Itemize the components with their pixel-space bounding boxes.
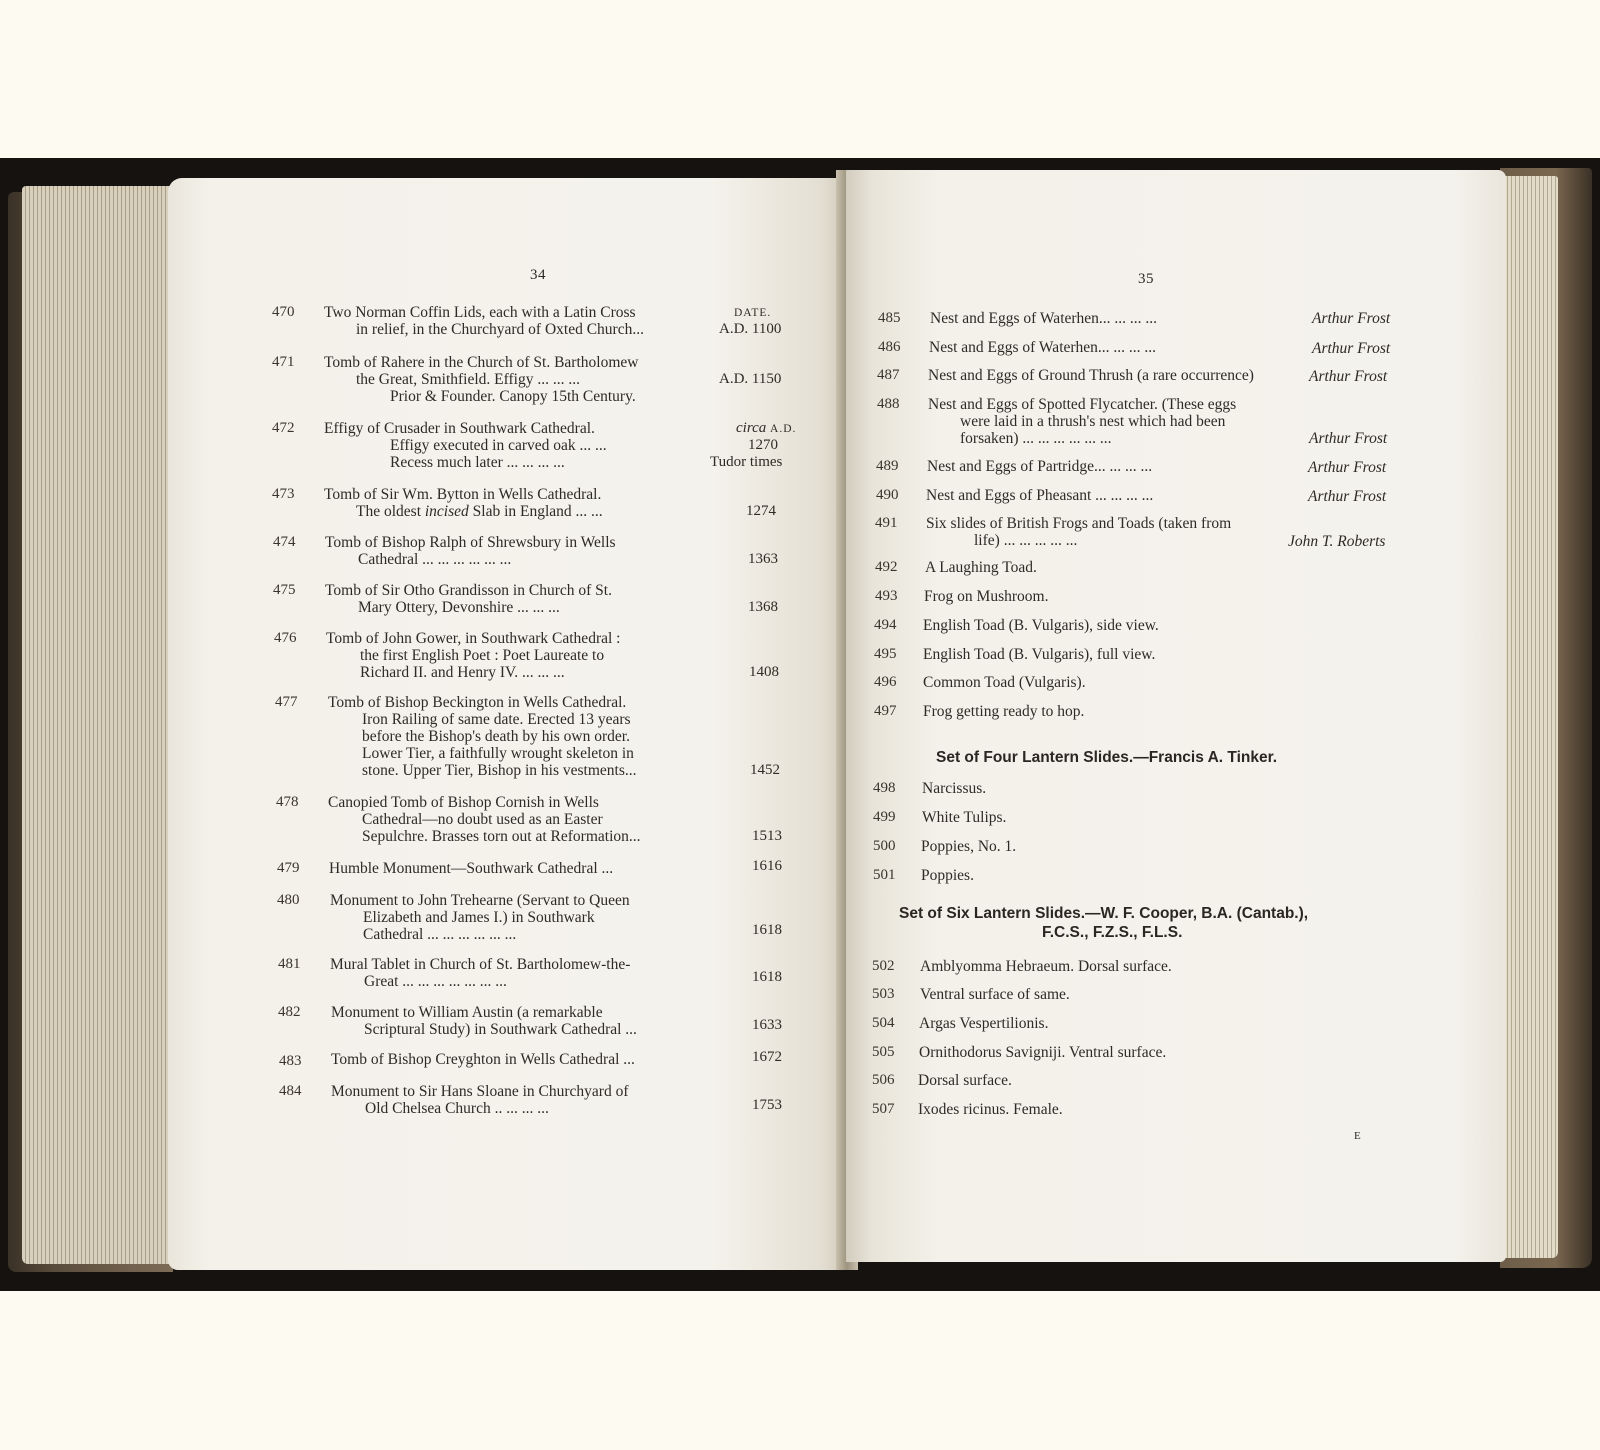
entry-text: Richard II. and Henry IV. ... ... ... [360, 664, 565, 681]
entry-number: 506 [872, 1072, 895, 1088]
entry-number: 488 [877, 396, 900, 412]
entry-number: 507 [872, 1101, 895, 1117]
page-number: 35 [1138, 271, 1154, 287]
page-number: 34 [530, 267, 546, 283]
entry-text: Recess much later ... ... ... ... [390, 454, 565, 471]
entry-number: 505 [872, 1044, 895, 1060]
entry-author: Arthur Frost [1312, 340, 1391, 357]
entry-number: 499 [873, 809, 896, 825]
entry-number: 487 [877, 367, 900, 383]
entry-text: Nest and Eggs of Partridge... ... ... ... [927, 458, 1153, 475]
entry-text: A Laughing Toad. [925, 559, 1037, 576]
entry-number: 492 [875, 559, 898, 575]
entry-text: Great ... ... ... ... ... ... ... [364, 973, 507, 990]
entry-author: Arthur Frost [1308, 488, 1387, 505]
entry-text: forsaken) ... ... ... ... ... ... [960, 430, 1112, 447]
entry-number: 483 [279, 1053, 302, 1069]
entry-date: 1368 [748, 599, 778, 615]
entry-text: stone. Upper Tier, Bishop in his vestments... [362, 762, 637, 779]
entry-text: Tomb of Sir Otho Grandisson in Church of St. [325, 582, 612, 599]
entry-number: 495 [874, 646, 897, 662]
entry-text: Scriptural Study) in Southwark Cathedral ... [364, 1021, 637, 1038]
entry-date: 1618 [752, 969, 782, 985]
entry-date: 1408 [749, 664, 779, 680]
entry-text: Effigy executed in carved oak ... ... [390, 437, 607, 454]
circa-word: circa [736, 420, 767, 436]
entry-number: 471 [272, 354, 295, 370]
entry-author: John T. Roberts [1288, 533, 1386, 550]
entry-text: Ventral surface of same. [920, 986, 1070, 1003]
entry-text: Frog on Mushroom. [924, 588, 1049, 605]
entry-date: 1672 [752, 1049, 782, 1065]
entry-author: Arthur Frost [1309, 430, 1388, 447]
entry-date: 1270 [748, 437, 778, 453]
entry-text: life) ... ... ... ... ... [974, 532, 1078, 549]
entry-text [356, 503, 603, 520]
entry-text: Poppies, No. 1. [921, 838, 1017, 855]
entry-text: the Great, Smithfield. Effigy ... ... ... [356, 371, 580, 388]
left-page [168, 178, 848, 1270]
entry-number: 496 [874, 674, 897, 690]
entry-number: 485 [878, 310, 901, 326]
entry-number: 490 [876, 487, 899, 503]
entry-date: 1363 [748, 551, 778, 567]
text-part: Slab in England ... ... [468, 503, 603, 520]
entry-date: 1616 [752, 858, 782, 874]
entry-text: Tomb of Rahere in the Church of St. Bartholomew [324, 354, 639, 371]
entry-text: White Tulips. [922, 809, 1007, 826]
entry-number: 493 [875, 588, 898, 604]
entry-text: Tomb of Bishop Creyghton in Wells Cathedral ... [331, 1051, 635, 1068]
entry-author: Arthur Frost [1309, 368, 1388, 385]
entry-number: 489 [876, 458, 899, 474]
entry-number: 484 [279, 1083, 302, 1099]
entry-text: Nest and Eggs of Waterhen... ... ... ... [929, 339, 1157, 356]
entry-text: English Toad (B. Vulgaris), side view. [923, 617, 1159, 634]
entry-number: 497 [874, 703, 897, 719]
entry-text: Nest and Eggs of Ground Thrush (a rare occurrence) [928, 367, 1254, 384]
right-page [846, 170, 1506, 1262]
entry-text: Amblyomma Hebraeum. Dorsal surface. [920, 958, 1172, 975]
section-heading-continued: F.C.S., F.Z.S., F.L.S. [1042, 924, 1183, 941]
entry-number: 481 [278, 956, 301, 972]
entry-date: A.D. 1150 [719, 371, 782, 387]
entry-number: 482 [278, 1004, 301, 1020]
entry-number: 504 [872, 1015, 895, 1031]
entry-text: in relief, in the Churchyard of Oxted Church... [356, 321, 644, 338]
entry-date: Tudor times [710, 454, 783, 470]
entry-date: A.D. 1100 [719, 321, 782, 337]
text-part: The oldest [356, 503, 425, 520]
entry-text: Cathedral ... ... ... ... ... ... [363, 926, 517, 943]
italic-part: incised [424, 503, 469, 520]
entry-text: Six slides of British Frogs and Toads (taken from [926, 515, 1232, 532]
entry-text: Sepulchre. Brasses torn out at Reformation... [362, 828, 641, 845]
entry-number: 472 [272, 420, 295, 436]
entry-text: Frog getting ready to hop. [923, 703, 1085, 720]
entry-number: 478 [276, 794, 299, 810]
entry-text: Humble Monument—Southwark Cathedral ... [329, 860, 614, 877]
entry-number: 477 [275, 694, 298, 710]
entry-date: 1753 [752, 1097, 782, 1113]
entry-number: 474 [273, 534, 296, 550]
entry-text: Nest and Eggs of Spotted Flycatcher. (These eggs [928, 396, 1237, 413]
entry-text: Poppies. [921, 867, 974, 884]
entry-author: Arthur Frost [1312, 310, 1391, 327]
entry-text: Argas Vespertilionis. [919, 1015, 1049, 1032]
entry-number: 501 [873, 867, 896, 883]
entry-number: 475 [273, 582, 296, 598]
entry-text: Canopied Tomb of Bishop Cornish in Wells [328, 794, 599, 811]
entry-text: Mary Ottery, Devonshire ... ... ... [358, 599, 560, 616]
entry-text: Monument to William Austin (a remarkable [331, 1004, 603, 1021]
entry-text: Tomb of Bishop Beckington in Wells Cathedral. [328, 694, 627, 711]
entry-text: Old Chelsea Church .. ... ... ... [365, 1100, 549, 1117]
left-page-edges [22, 186, 174, 1264]
entry-number: 494 [874, 617, 897, 633]
entry-text: Monument to John Trehearne (Servant to Queen [330, 892, 630, 909]
entry-text: were laid in a thrush's nest which had been [960, 413, 1226, 430]
entry-number: 470 [272, 304, 295, 320]
entry-number: 476 [274, 630, 297, 646]
entry-text: Cathedral—no doubt used as an Easter [362, 811, 603, 828]
entry-date: 1513 [752, 828, 782, 844]
entry-number: 491 [875, 515, 898, 531]
entry-text: Two Norman Coffin Lids, each with a Latin Cross [324, 304, 636, 321]
entry-text: Narcissus. [922, 780, 987, 797]
entry-date: 1618 [752, 922, 782, 938]
entry-number: 498 [873, 780, 896, 796]
entry-text: Monument to Sir Hans Sloane in Churchyard of [331, 1083, 629, 1100]
entry-text: Tomb of Bishop Ralph of Shrewsbury in Wells [325, 534, 616, 551]
entry-text: Ixodes ricinus. Female. [918, 1101, 1063, 1118]
entry-number: 486 [878, 339, 901, 355]
entry-number: 503 [872, 986, 895, 1002]
entry-text: Effigy of Crusader in Southwark Cathedral. [324, 420, 595, 437]
entry-text: Prior & Founder. Canopy 15th Century. [390, 388, 636, 405]
signature-mark: E [1354, 1130, 1362, 1142]
section-heading: Set of Four Lantern Slides.—Francis A. Tinker. [936, 749, 1278, 766]
date-header: DATE. [734, 307, 772, 319]
entry-text: Elizabeth and James I.) in Southwark [363, 909, 595, 926]
entry-text: Lower Tier, a faithfully wrought skeleton in [362, 745, 634, 762]
entry-number: 500 [873, 838, 896, 854]
entry-text: Tomb of Sir Wm. Bytton in Wells Cathedral. [324, 486, 602, 503]
entry-number: 479 [277, 860, 300, 876]
entry-date: 1452 [750, 762, 780, 778]
entry-text: Mural Tablet in Church of St. Bartholomew-the- [330, 956, 631, 973]
entry-number: 473 [272, 486, 295, 502]
entry-text: Iron Railing of same date. Erected 13 years [362, 711, 631, 728]
entry-number: 502 [872, 958, 895, 974]
entry-date: 1633 [752, 1017, 782, 1033]
entry-text: Tomb of John Gower, in Southwark Cathedral : [326, 630, 621, 647]
entry-date: 1274 [746, 503, 776, 519]
entry-text: Cathedral ... ... ... ... ... ... [358, 551, 512, 568]
entry-author: Arthur Frost [1308, 459, 1387, 476]
entry-text: before the Bishop's death by his own order. [362, 728, 630, 745]
entry-text: Ornithodorus Savigniji. Ventral surface. [919, 1044, 1167, 1061]
entry-text: Dorsal surface. [918, 1072, 1012, 1089]
entry-text: the first English Poet : Poet Laureate to [360, 647, 605, 664]
entry-number: 480 [277, 892, 300, 908]
entry-text: Common Toad (Vulgaris). [923, 674, 1086, 691]
entry-text: Nest and Eggs of Waterhen... ... ... ... [930, 310, 1158, 327]
entry-text: Nest and Eggs of Pheasant ... ... ... ... [926, 487, 1154, 504]
section-heading: Set of Six Lantern Slides.—W. F. Cooper, B.A. (Cantab.), [899, 905, 1309, 922]
entry-text: English Toad (B. Vulgaris), full view. [923, 646, 1156, 663]
ad-word: A.D. [770, 423, 797, 435]
entry-date [736, 420, 796, 437]
